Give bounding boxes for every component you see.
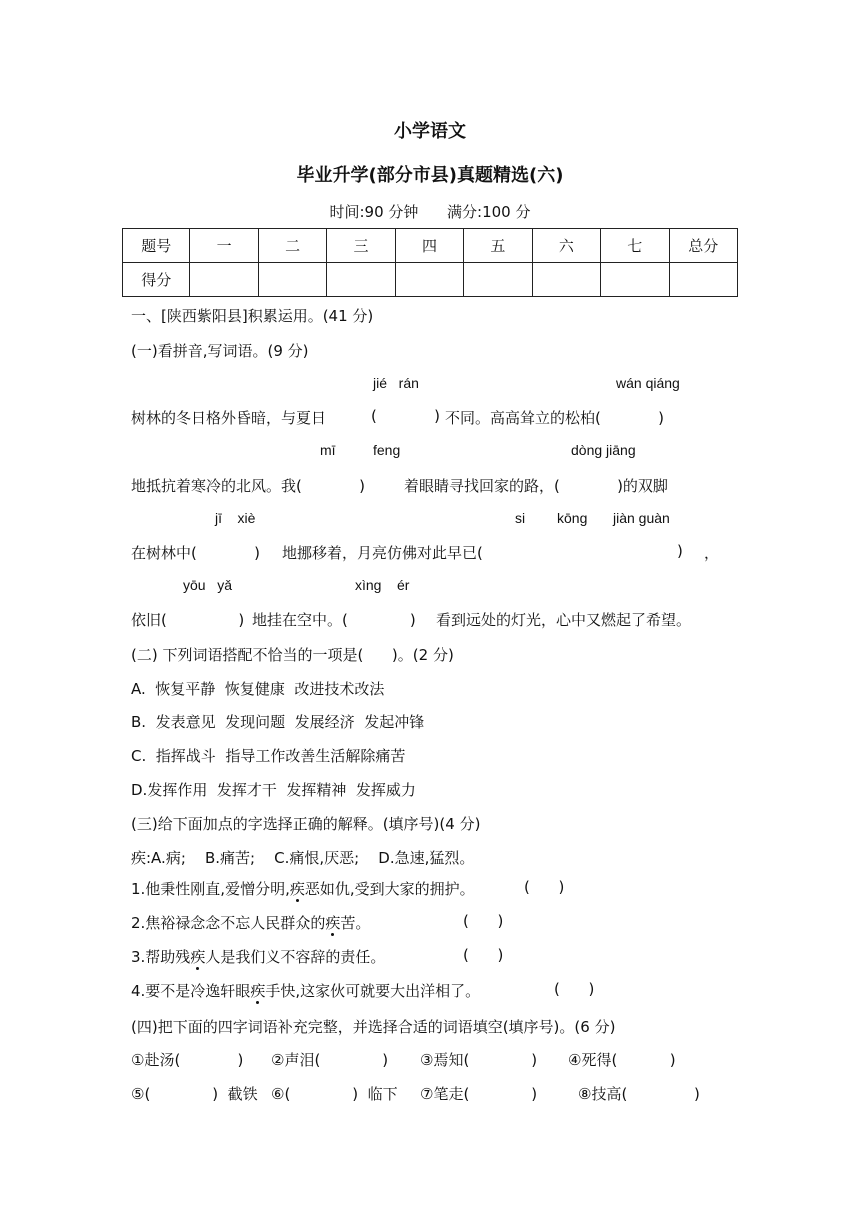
answer-blank: ( ) <box>463 912 504 930</box>
idiom-item: ①赴汤( ) <box>131 1051 244 1069</box>
part-heading: (一)看拼音,写词语。(9 分) <box>131 342 309 360</box>
idiom-item: ⑧技高( ) <box>578 1085 700 1103</box>
option-item: B. 发表意见 发现问题 发展经济 发起冲锋 <box>131 713 425 731</box>
passage-text: 着眼睛寻找回家的路，( )的双脚 <box>404 477 668 495</box>
section-heading: 一、[陕西紫阳县]积累运用。(41 分) <box>131 307 374 325</box>
answer-blank: ( ) <box>524 878 565 896</box>
pinyin-text: dòng jiāng <box>571 442 636 458</box>
question-text: 人是我们义不容辞的责任。 <box>205 948 386 966</box>
dotted-character: 疾 <box>325 914 341 932</box>
table-cell: 三 <box>327 229 395 263</box>
passage-text: 依旧( ) <box>131 611 245 629</box>
part-heading: (四)把下面的四字词语补充完整，并选择合适的词语填空(填序号)。(6 分) <box>131 1018 616 1036</box>
idiom-item: ④死得( ) <box>568 1051 676 1069</box>
definitions-line: 疾:A.病; B.痛苦; C.痛恨,厌恶; D.急速,猛烈。 <box>131 849 475 867</box>
score-entry-cell <box>258 263 326 297</box>
part-heading: (二) 下列词语搭配不恰当的一项是( )。(2 分) <box>131 646 454 664</box>
passage-text: 地挂在空中。( ) <box>252 611 416 629</box>
question-text: 3.帮助残 <box>131 948 191 966</box>
question-text: 苦。 <box>340 914 371 932</box>
table-cell: 六 <box>532 229 600 263</box>
table-cell: 七 <box>601 229 669 263</box>
passage-text: 地挪移着，月亮仿佛对此早已( <box>282 544 483 562</box>
score-entry-cell <box>190 263 258 297</box>
table-cell: 得分 <box>123 263 190 297</box>
pinyin-text: wán qiáng <box>616 375 680 391</box>
pinyin-text: xìng ér <box>355 577 410 593</box>
table-cell: 五 <box>464 229 532 263</box>
answer-blank: ) <box>677 542 683 560</box>
passage-text: 地抵抗着寒冷的北风。我( ) <box>131 477 365 495</box>
idiom-item: ③焉知( ) <box>420 1051 538 1069</box>
part-heading: (三)给下面加点的字选择正确的解释。(填序号)(4 分) <box>131 815 481 833</box>
score-entry-cell <box>327 263 395 297</box>
answer-blank: ( ) <box>554 980 595 998</box>
idiom-item: ⑥( ) 临下 <box>271 1085 398 1103</box>
dotted-character: 疾 <box>289 880 305 898</box>
score-entry-cell <box>669 263 737 297</box>
pinyin-text: kōng <box>557 510 588 526</box>
idiom-item: ⑦笔走( ) <box>420 1085 538 1103</box>
pinyin-text: yōu yǎ <box>183 577 233 593</box>
score-entry-cell <box>601 263 669 297</box>
pinyin-text: jié rán <box>373 375 419 391</box>
passage-text: 树林的冬日格外昏暗，与夏日 <box>131 409 327 427</box>
score-table-score-row <box>123 263 738 297</box>
pinyin-text: feng <box>373 442 401 458</box>
table-cell: 一 <box>190 229 258 263</box>
pinyin-text: mī <box>320 442 336 458</box>
passage-text: 不同。高高耸立的松柏( ) <box>445 409 664 427</box>
document-title: 小学语文 <box>394 121 466 142</box>
question-text: 2.焦裕禄念念不忘人民群众的 <box>131 914 326 932</box>
question-item <box>131 946 385 967</box>
idiom-item: ⑤( ) 截铁 <box>131 1085 258 1103</box>
pinyin-text: jī xiè <box>215 510 256 526</box>
dotted-character: 疾 <box>190 948 206 966</box>
question-text: 恶如仇,受到大家的拥护。 <box>304 880 475 898</box>
option-item: C. 指挥战斗 指导工作改善生活解除痛苦 <box>131 747 406 765</box>
passage-text: 在树林中( ) <box>131 544 260 562</box>
option-item: D.发挥作用 发挥才干 发挥精神 发挥威力 <box>131 781 416 799</box>
idiom-item: ②声泪( ) <box>271 1051 389 1069</box>
table-cell: 题号 <box>123 229 190 263</box>
exam-subtitle: 毕业升学(部分市县)真题精选(六) <box>296 165 564 186</box>
dotted-character: 疾 <box>250 982 266 1000</box>
table-cell: 总分 <box>669 229 737 263</box>
answer-blank: ( ) <box>371 407 440 425</box>
score-entry-cell <box>464 263 532 297</box>
time-score-info: 时间:90 分钟 满分:100 分 <box>329 203 531 221</box>
question-text: 手快,这家伙可就要大出洋相了。 <box>265 982 481 1000</box>
question-item <box>131 878 475 899</box>
pinyin-text: si <box>515 510 526 526</box>
score-entry-cell <box>532 263 600 297</box>
table-cell: 二 <box>258 229 326 263</box>
score-table <box>122 228 738 297</box>
answer-blank: ( ) <box>463 946 504 964</box>
pinyin-text: jiàn guàn <box>613 510 670 526</box>
question-text: 4.要不是冷逸轩眼 <box>131 982 251 1000</box>
table-cell: 四 <box>395 229 463 263</box>
option-item: A. 恢复平静 恢复健康 改进技术改法 <box>131 680 385 698</box>
score-table-header-row <box>123 229 738 263</box>
score-entry-cell <box>395 263 463 297</box>
question-item <box>131 912 370 933</box>
question-item <box>131 980 480 1001</box>
question-text: 1.他秉性刚直,爱憎分明, <box>131 880 290 898</box>
passage-text: 看到远处的灯光，心中又燃起了希望。 <box>436 611 692 629</box>
passage-text: ， <box>704 544 720 562</box>
